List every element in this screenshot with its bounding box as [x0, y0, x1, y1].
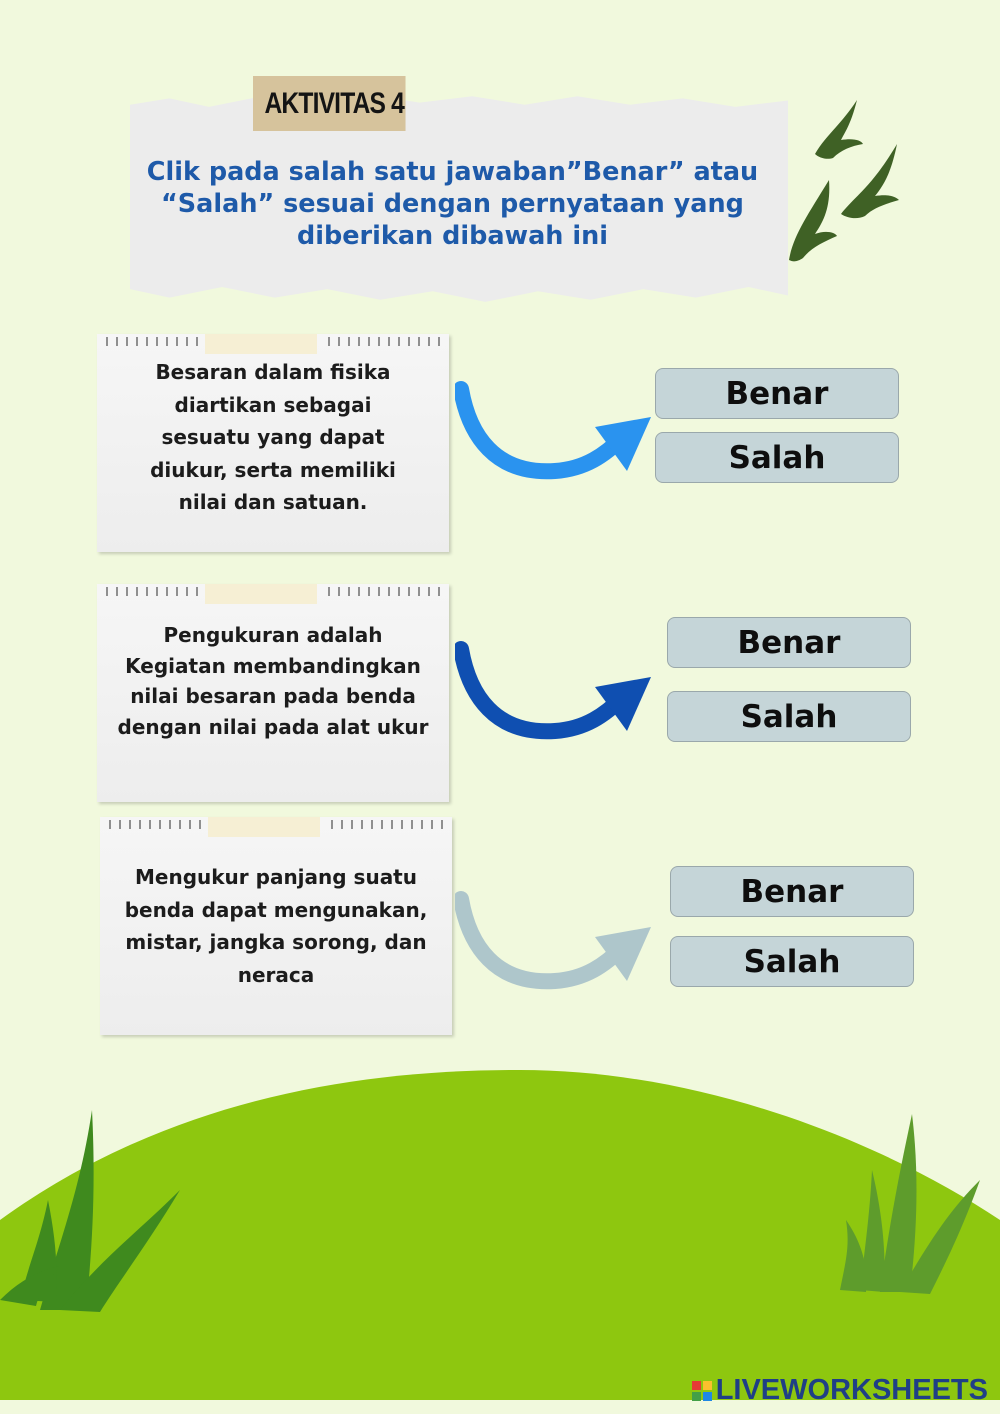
instruction-line: Clik pada salah satu jawaban”Benar” atau [146, 157, 759, 187]
statement-line: diartikan sebagai [174, 392, 372, 417]
statement-line: benda dapat mengunakan, [124, 897, 428, 922]
statement-line: diukur, serta memiliki [150, 457, 396, 482]
logo-text: LIVEWORKSHEETS [715, 1374, 988, 1406]
tape [208, 817, 320, 837]
statement-card-1 [97, 334, 449, 552]
birds-icon [785, 96, 915, 266]
instruction-text [140, 156, 765, 252]
statement-line: Mengukur panjang suatu [135, 865, 417, 889]
statement-line: mistar, jangka sorong, dan [125, 930, 427, 954]
statement-line: Pengukuran adalah [163, 623, 383, 647]
arrow-icon [455, 885, 655, 1005]
statement-text [103, 620, 443, 742]
logo-badge-icon [692, 1381, 712, 1401]
statement-line: neraca [237, 962, 315, 987]
liveworksheets-logo [692, 1374, 988, 1407]
salah-button-2[interactable]: Salah [667, 691, 911, 742]
salah-button-1[interactable]: Salah [655, 432, 899, 483]
statement-card-2 [97, 584, 449, 802]
instruction-line: “Salah” sesuai dengan pernyataan yang [161, 189, 744, 219]
statement-text [103, 356, 443, 519]
benar-button-2[interactable]: Benar [667, 617, 911, 668]
hill-illustration [0, 1070, 1000, 1414]
statement-line: nilai dan satuan. [178, 490, 368, 514]
benar-button-3[interactable]: Benar [670, 866, 914, 917]
statement-text [106, 861, 446, 991]
activity-tag: AKTIVITAS 4 [253, 76, 406, 131]
arrow-icon [455, 635, 655, 755]
instruction-line: diberikan dibawah ini [297, 221, 608, 251]
arrow-icon [455, 375, 655, 495]
statement-line: dengan nilai pada alat ukur [117, 714, 429, 739]
statement-line: nilai besaran pada benda [130, 684, 416, 708]
benar-button-1[interactable]: Benar [655, 368, 899, 419]
statement-line: sesuatu yang dapat [161, 425, 385, 449]
tape [205, 584, 317, 604]
tape [205, 334, 317, 354]
salah-button-3[interactable]: Salah [670, 936, 914, 987]
statement-line: Kegiatan membandingkan [125, 653, 421, 678]
statement-card-3 [100, 817, 452, 1035]
statement-line: Besaran dalam fisika [155, 360, 391, 384]
